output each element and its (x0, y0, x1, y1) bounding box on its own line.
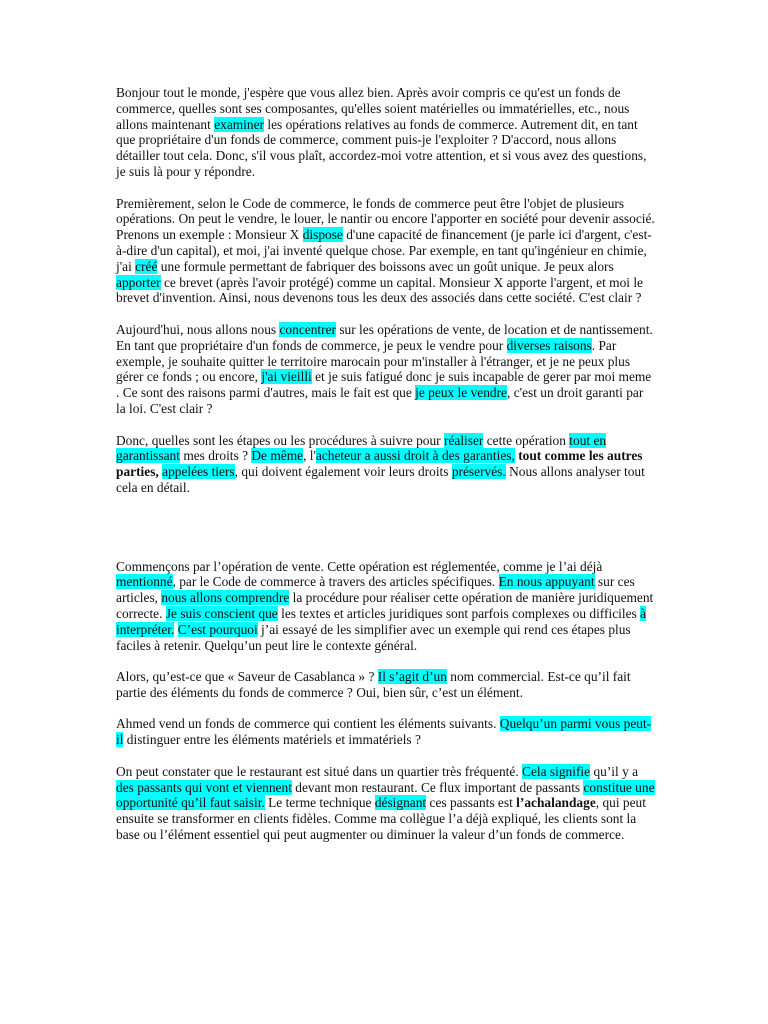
highlighted-text: préservés. (451, 464, 506, 480)
highlighted-text: Quelqu’un parmi vous peut-il (116, 716, 652, 748)
text-run: d'une capacité de financement (je parle ici d'argent, c'est-à-dire d'un capital), et moi, j'ai inventé quelque chose. Par exemple, en tant qu'ingénieur en chimie, j'ai (116, 227, 652, 274)
text-run: distinguer entre les éléments matériels et immatériels ? (123, 732, 421, 748)
text-run: Premièrement, selon le Code de commerce, le fonds de commerce peut être l'objet de plusieurs opérations. On peut le vendre, le louer, le nantir ou encore l'apporter en société pour devenir associé. Prenons un exemple : Monsieur X (116, 195, 655, 243)
paragraph-6 (116, 669, 656, 701)
highlighted-text: concentrer (279, 321, 336, 337)
highlighted-text: créé (135, 258, 158, 274)
highlighted-text: Il s’agit d’un (377, 669, 447, 685)
highlighted-text: tout en garantissant (116, 432, 607, 464)
text-run: j’ai essayé de les simplifier avec un exemple qui rend ces étapes plus faciles à retenir. Quelqu’un peut lire le contexte général. (116, 621, 631, 653)
highlighted-text: dispose (302, 227, 343, 243)
section-gap (116, 512, 656, 559)
bold-text: tout comme les autres parties, (116, 448, 643, 480)
highlighted-text: examiner (214, 116, 265, 132)
highlighted-text: constitue une opportunité qu’il faut saisir. (116, 779, 655, 811)
highlighted-text: réaliser (443, 432, 484, 448)
paragraph-8 (116, 764, 656, 843)
highlighted-text: De même (251, 448, 304, 464)
text-run: Nous allons analyser tout cela en détail. (116, 464, 645, 495)
text-run: , qui doivent également voir leurs droits (234, 464, 452, 480)
text-run: ces passants est (426, 795, 517, 811)
text-run: Donc, quelles sont les étapes ou les procédures à suivre pour (116, 432, 444, 448)
text-run: sur ces articles, (116, 574, 635, 606)
text-run: , l' (303, 448, 316, 464)
text-run: devant mon restaurant. Ce flux important de passants (291, 779, 584, 795)
text-run: Ahmed vend un fonds de commerce qui contient les éléments suivants. (116, 716, 500, 732)
text-run: Commençons par l’opération de vente. Cette opération est réglementée, comme je l’ai déjà (116, 558, 603, 574)
text-run: , c'est un droit garanti par la loi. C'est clair ? (116, 385, 644, 416)
highlighted-text: En nous appuyant (498, 574, 595, 590)
text-run: ce brevet (après l'avoir protégé) comme un capital. Monsieur X apporte l'argent, et moi le brevet d'invention. Ainsi, nous devenons tous les deux des associés dans cette société. C'est clair ? (116, 274, 643, 306)
text-run: . Par exemple, je souhaite quitter le territoire marocain pour m'installer à l'étranger, et je ne peux plus gérer ce fonds ; ou encore, (116, 337, 631, 385)
text-run: les textes et articles juridiques sont parfois complexes ou difficiles (277, 605, 641, 621)
text-run: Alors, qu’est-ce que « Saveur de Casablanca » ? (116, 669, 378, 685)
paragraph-2 (116, 196, 656, 307)
highlighted-text: C’est pourquoi (177, 621, 258, 637)
highlighted-text: mentionné (116, 574, 173, 590)
text-run: qu’il y a (590, 763, 639, 779)
highlighted-text: j'ai vieilli (261, 369, 312, 385)
text-run: une formule permettant de fabriquer des boissons avec un goût unique. Je peux alors (157, 258, 614, 274)
text-run: mes droits ? (179, 448, 252, 464)
highlighted-text: apporter (116, 274, 161, 290)
text-run: nom commercial. Est-ce qu’il fait partie des éléments du fonds de commerce ? Oui, bien sûr, c’est un élément. (116, 669, 631, 700)
text-run: les opérations relatives au fonds de commerce. Autrement dit, en tant que propriétaire d'un fonds de commerce, comment puis-je l'exploiter ? D'accord, nous allons détailler tout cela. Donc, s'il vous plaît, accordez-moi votre attention, et si vous avez des questions, je suis là pour y répondre. (116, 116, 647, 179)
bold-text: l’achalandage (516, 795, 596, 811)
text-run: Aujourd'hui, nous allons nous (116, 321, 280, 337)
paragraph-7 (116, 716, 656, 748)
highlighted-text: des passants qui vont et viennent (116, 779, 292, 795)
paragraph-1 (116, 85, 656, 180)
highlighted-text: nous allons comprendre (161, 590, 290, 606)
paragraph-3 (116, 322, 656, 417)
text-run: la procédure pour réaliser cette opération de manière juridiquement correcte. (116, 590, 654, 621)
highlighted-text: acheteur a aussi droit à des garanties, (315, 448, 515, 464)
text-run: On peut constater que le restaurant est situé dans un quartier très fréquenté. (116, 763, 523, 779)
highlighted-text: diverses raisons (506, 337, 592, 353)
highlighted-text: désignant (374, 795, 427, 811)
text-run: sur les opérations de vente, de location et de nantissement. En tant que propriétaire d'un fonds de commerce, je peux le vendre pour (116, 321, 653, 353)
paragraph-4 (116, 433, 656, 496)
text-run: et je suis fatigué donc je suis incapable de gerer par moi meme . Ce sont des raisons parmi d'autres, mais le fait est que (116, 369, 652, 401)
highlighted-text: Cela signifie (522, 763, 591, 779)
highlighted-text: je peux le vendre (415, 385, 508, 401)
text-run: , par le Code de commerce à travers des articles spécifiques. (172, 574, 499, 590)
highlighted-text: Je suis conscient que (165, 605, 278, 621)
text-run: Le terme technique (264, 795, 375, 811)
paragraph-5 (116, 559, 656, 654)
highlighted-text: à interpréter. (116, 605, 647, 637)
highlighted-text: appelées tiers (162, 464, 235, 480)
text-run: , qui peut ensuite se transformer en clients fidèles. Comme ma collègue l’a déjà expliqué, les clients sont la base ou l’élément essentiel qui peut augmenter ou diminuer la valeur d’un fonds de commerce. (116, 795, 646, 843)
text-run: cette opération (483, 432, 570, 448)
text-run: Bonjour tout le monde, j'espère que vous allez bien. Après avoir compris ce qu'est un fonds de commerce, quelles sont ses composantes, qu'elles soient matérielles ou immatérielles, etc., nous allons maintenant (116, 85, 630, 132)
